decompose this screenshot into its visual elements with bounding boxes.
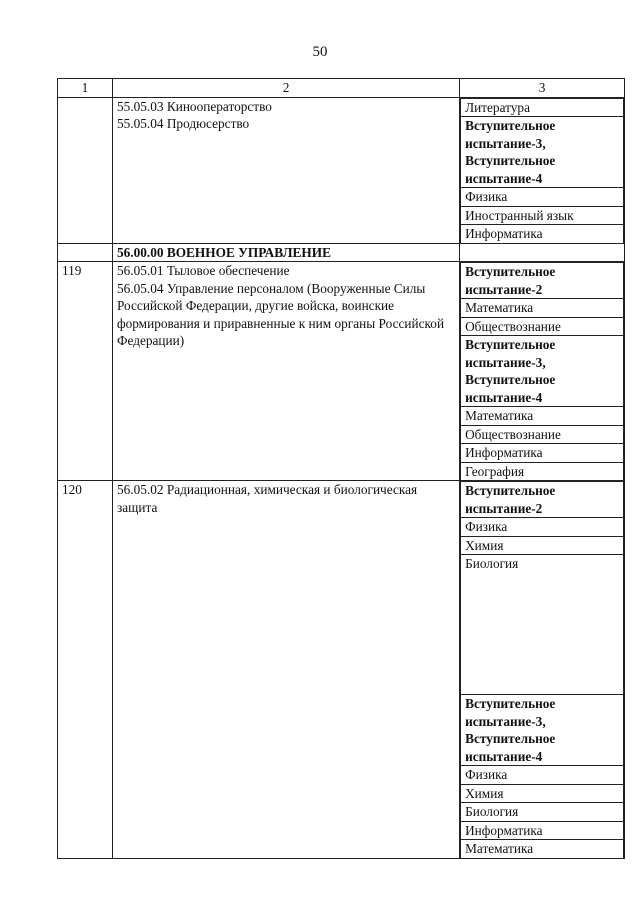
subjects-cell [460, 481, 625, 859]
specialty-cell [112, 97, 459, 243]
subject-item: География [461, 462, 624, 480]
table-row [58, 481, 625, 859]
subject-item: Физика [461, 766, 624, 785]
specialty-cell [112, 262, 459, 481]
specialty-cell [112, 481, 459, 859]
header-col-1: 1 [58, 79, 113, 98]
page-number: 50 [312, 44, 328, 60]
subject-item: Обществознание [461, 425, 624, 444]
specialty-item: 56.05.04 Управление персоналом (Вооруженные Силы Российской Федерации, другие войска, воинские формирования и приравненные к ним органы Российской Федерации) [116, 280, 445, 348]
row-number [58, 97, 113, 243]
subject-item: Физика [461, 188, 624, 207]
subject-item: Информатика [461, 444, 624, 463]
subject-item: Математика [461, 299, 624, 318]
subject-item-exam: Вступительное испытание-2 [461, 263, 624, 299]
subject-item: Информатика [461, 225, 624, 243]
subject-item: Математика [461, 840, 624, 858]
subject-item-exam: Вступительное испытание-3, Вступительное испытание-4 [461, 336, 624, 407]
group-title: 56.00.00 ВОЕННОЕ УПРАВЛЕНИЕ [112, 243, 459, 262]
group-row [58, 243, 625, 262]
subjects-cell [460, 262, 625, 481]
table-row [58, 97, 625, 243]
row-number: 119 [58, 262, 113, 481]
admission-table [57, 78, 625, 859]
specialty-item: 55.05.04 Продюсерство [116, 116, 250, 131]
subjects-cell [460, 97, 625, 243]
subject-item: Информатика [461, 821, 624, 840]
subject-item: Биология [461, 555, 624, 695]
table-row [58, 262, 625, 481]
specialty-item: 56.05.01 Тыловое обеспечение [116, 263, 290, 278]
subject-item: Химия [461, 784, 624, 803]
header-row [58, 79, 625, 98]
specialty-item: 56.05.02 Радиационная, химическая и биологическая защита [116, 482, 418, 515]
subject-item-exam: Вступительное испытание-3, Вступительное испытание-4 [461, 695, 624, 766]
subject-item: Литература [461, 98, 624, 117]
header-col-3: 3 [460, 79, 625, 98]
subject-item: Химия [461, 536, 624, 555]
subject-item: Математика [461, 407, 624, 426]
subject-item: Иностранный язык [461, 206, 624, 225]
subject-item-exam: Вступительное испытание-2 [461, 482, 624, 518]
row-number: 120 [58, 481, 113, 859]
specialty-item: 55.05.03 Кинооператорство [116, 98, 272, 114]
subject-item: Физика [461, 518, 624, 537]
subject-item: Обществознание [461, 317, 624, 336]
subject-item: Биология [461, 803, 624, 822]
header-col-2: 2 [112, 79, 459, 98]
subject-item-exam: Вступительное испытание-3, Вступительное испытание-4 [461, 117, 624, 188]
